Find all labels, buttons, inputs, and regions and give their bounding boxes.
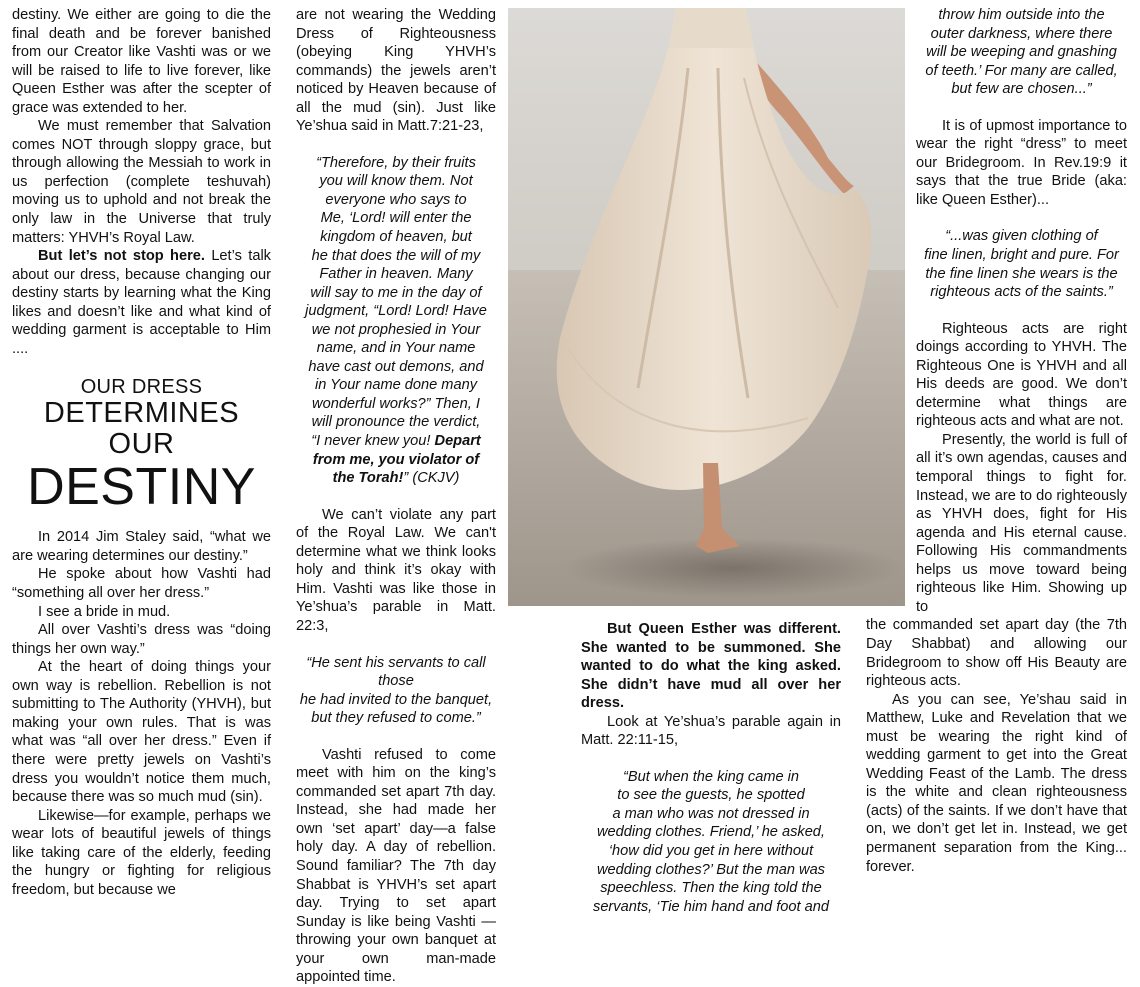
section-heading <box>12 376 271 517</box>
paragraph: In 2014 Jim Staley said, “what we are wearing determines our destiny.” <box>12 529 271 564</box>
bold-fragment: the Torah! <box>332 470 404 487</box>
quote-line: Me, ‘Lord! will enter the <box>320 210 472 227</box>
scripture-quote <box>296 154 496 488</box>
paragraph-text: Let’s talk about our dress, because changing our destiny starts by learning what the King likes and doesn’t like and what kind of wedding garment is acceptable to Him .... <box>12 248 271 357</box>
paragraph: He spoke about how Vashti had “something all over her dress.” <box>12 566 271 602</box>
quote-line: a man who was not dressed in <box>612 805 810 822</box>
quote-line: but they refused to come.” <box>311 710 481 727</box>
paragraph: Presently, the world is full of all it’s own agendas, causes and temporal things to fight for. Instead, we are to do righteously as YHVH does, fight for His agenda and His eternal cause. Following His commandments helps us move toward being righteous like Him. Showing up to <box>916 431 1127 615</box>
quote-line <box>296 432 496 451</box>
paragraph: Likewise—for example, perhaps we wear lots of beautiful jewels of things like taking care of the elderly, feeding the hungry or fighting for religious freedom, but because we <box>12 807 271 898</box>
bold-fragment: Depart <box>434 433 481 450</box>
quote-line: but few are chosen...” <box>951 81 1092 98</box>
quote-line: kingdom of heaven, but <box>320 229 472 246</box>
bold-paragraph <box>581 620 841 713</box>
heading-line: DETERMINES <box>43 397 240 430</box>
quote-line: will pronounce the verdict, <box>311 414 481 431</box>
column-2 <box>296 6 496 987</box>
quote-line: you will know them. Not <box>319 173 473 190</box>
quote-line <box>296 469 496 488</box>
quote-line: “Therefore, by their fruits <box>316 154 476 171</box>
quote-line: outer darkness, where there <box>930 25 1113 42</box>
scripture-quote <box>866 227 1127 301</box>
paragraph: As you can see, Ye’shau said in Matthew, Luke and Revelation that we must be wearing the right kind of wedding garment to get into the Great Wedding Feast of the Lamb. The dress is the white and clean righteousness (acts) of the saints. If we don’t have that on, we don’t get let in. Instead, we get permanent separation from the King... forever. <box>866 691 1127 875</box>
paragraph: All over Vashti’s dress was “doing things her own way.” <box>12 622 271 657</box>
bold-text: But Queen Esther was different. She wanted to be summoned. She wanted to do what the king asked. She didn’t have mud all over her dress. <box>581 621 841 712</box>
heading-line: OUR DRESS <box>80 376 203 399</box>
quote-line: in Your name done many <box>315 377 477 394</box>
quote-line: fine linen, bright and pure. For <box>924 247 1119 264</box>
quote-line: wedding clothes. Friend,’ he asked, <box>597 824 825 841</box>
quote-fragment: ” (CKJV) <box>403 470 460 487</box>
bold-phrase: But let’s not stop here. <box>38 248 205 265</box>
scripture-quote <box>866 6 1127 99</box>
quote-line: to see the guests, he spotted <box>617 787 805 804</box>
quote-line: he had invited to the banquet, <box>299 691 493 708</box>
quote-line: will be weeping and gnashing <box>926 44 1117 61</box>
quote-line: Father in heaven. Many <box>319 266 473 283</box>
scripture-quote <box>581 768 841 916</box>
paragraph: the commanded set apart day (the 7th Day Shabbat) and allowing our Bridegroom to show off His Beauty are righteous acts. <box>866 617 1127 690</box>
quote-line: wonderful works?” Then, I <box>312 395 480 412</box>
paragraph: At the heart of doing things your own way is rebellion. Rebellion is not submitting to The Authority (YHVH), but making your own rules. That is was what was “all over her dress.” Even if there were pretty jewels on Vashti’s dress you wouldn’t notice them much, because there was so much mud (sin). <box>12 659 271 806</box>
quote-line: he that does the will of my <box>311 247 481 264</box>
column-3 <box>581 620 841 916</box>
quote-line: wedding clothes?’ But the man was <box>597 861 825 878</box>
column-4 <box>866 6 1127 876</box>
quote-line: the fine linen she wears is the <box>925 265 1118 282</box>
heading-line: DESTINY <box>27 458 256 517</box>
paragraph: Righteous acts are right doings according to YHVH. The Righteous One is YHVH and all His deeds are good. We don’t determine what things are righteous acts and what are not. <box>916 320 1127 430</box>
quote-line: of teeth.’ For many are called, <box>925 62 1118 79</box>
quote-line: speechless. Then the king told the <box>600 880 822 897</box>
quote-line: righteous acts of the saints.” <box>930 284 1113 301</box>
quote-line: servants, ‘Tie him hand and foot and <box>593 898 829 915</box>
quote-line: “He sent his servants to call those <box>306 654 486 690</box>
quote-line: everyone who says to <box>325 191 467 208</box>
quote-line: will say to me in the day of <box>310 284 482 301</box>
paragraph: It is of upmost importance to wear the right “dress” to meet our Bridegroom. In Rev.19:9 it says that the true Bride (aka: like Queen Esther)... <box>916 117 1127 208</box>
column-1 <box>12 6 271 899</box>
quote-fragment: “I never knew you! <box>311 433 435 450</box>
paragraph: are not wearing the Wedding Dress of Righteousness (obeying King YHVH’s commands) the jewels aren’t noticed by Heaven because of all the mud (sin). Just like Ye’shua said in Matt.7:21-23, <box>296 7 496 135</box>
quote-line: throw him outside into the <box>938 7 1105 23</box>
quote-line: from me, you violator of <box>312 451 480 468</box>
quote-line: ‘how did you get in here without <box>608 843 814 860</box>
paragraph: We can’t violate any part of the Royal Law. We can't determine what we think looks holy and think it’s okay with Him. Vashti was like those in Ye’shua’s parable in Matt. 22:3, <box>296 506 496 634</box>
quote-line: judgment, “Lord! Lord! Have <box>305 303 487 320</box>
bodice <box>668 8 754 50</box>
quote-line: “...was given clothing of <box>945 228 1098 245</box>
paragraph: We must remember that Salvation comes NOT through sloppy grace, but through allowing the Messiah to work in us perfection (complete teshuvah) moving us to uphold and not break the only law in the Universe that truly matters: YHVH’s Royal Law. <box>12 118 271 246</box>
bride-dress-photo <box>508 8 905 606</box>
paragraph: Look at Ye’shua’s parable again in Matt. 22:11-15, <box>581 713 841 749</box>
quote-line: have cast out demons, and <box>308 358 484 375</box>
paragraph: I see a bride in mud. <box>38 603 171 620</box>
paragraph <box>12 247 271 358</box>
scripture-quote <box>296 654 496 728</box>
quote-line: we not prophesied in Your <box>311 321 481 338</box>
quote-line: “But when the king came in <box>622 768 800 785</box>
quote-line: name, and in Your name <box>316 340 476 357</box>
heading-line: OUR <box>108 428 175 461</box>
paragraph: destiny. We either are going to die the final death and be forever banished from our Creator like Vashti was or we will be raised to life to live forever, like Queen Esther was after the scepter of grace was extended to her. <box>12 7 271 116</box>
paragraph: Vashti refused to come meet with him on the king’s commanded set apart 7th day. Instead, she had made her own ‘set apart’ day—a false holy day. A day of rebellion. Sound familiar? The 7th day Shabbat is YHVH’s set apart day. Trying to set apart Sunday is like being Vashti — throwing your own banquet at your own man-made appointed time. <box>296 746 496 986</box>
